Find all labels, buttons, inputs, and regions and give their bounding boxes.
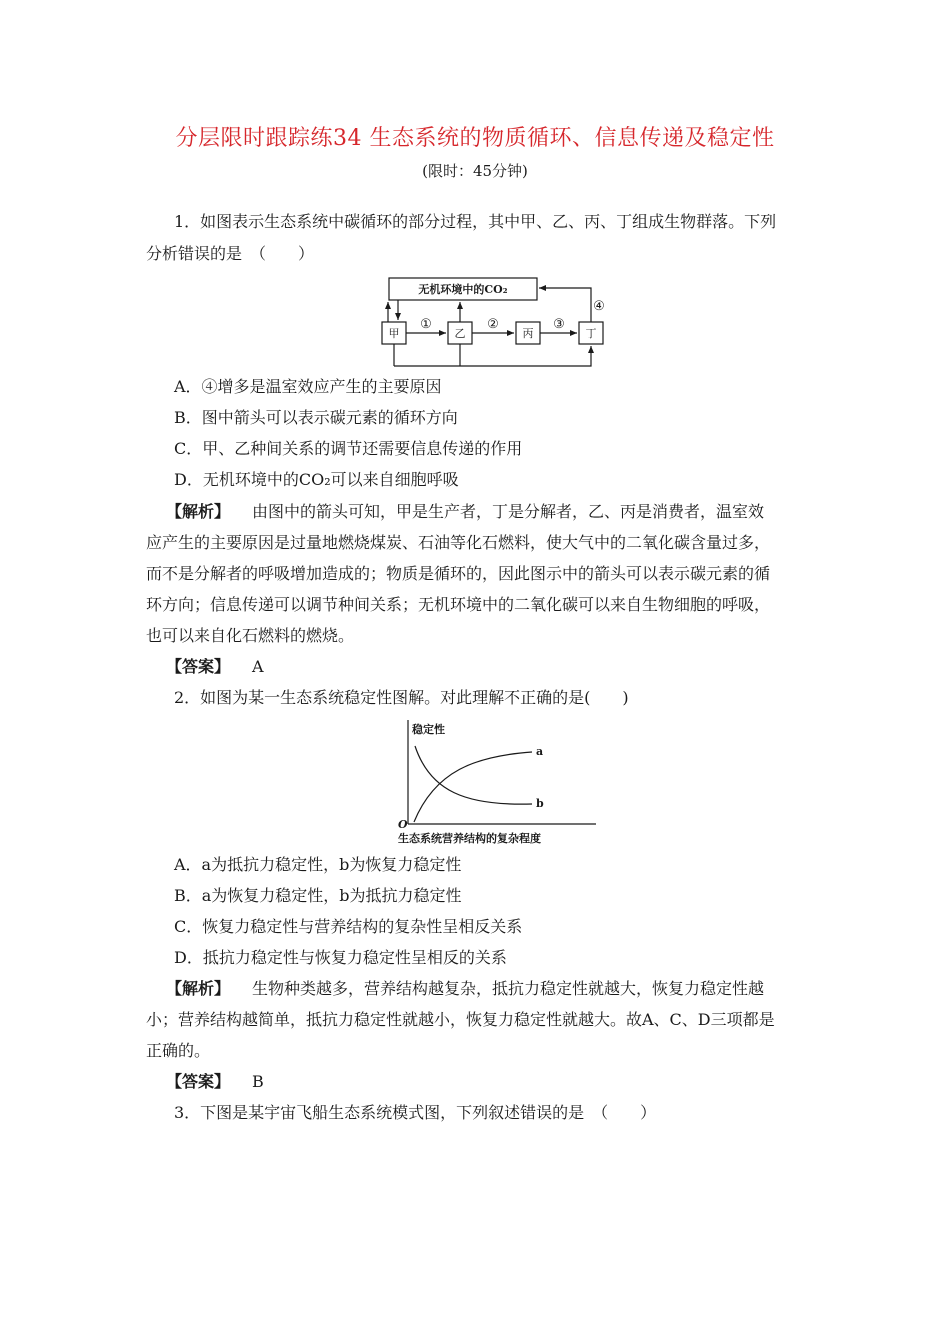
curve-a xyxy=(414,752,532,822)
q1-option-a: A．④增多是温室效应产生的主要原因 xyxy=(174,377,442,396)
q1-carbon-cycle-diagram xyxy=(378,274,610,372)
arrow-label-4: ④ xyxy=(593,299,605,314)
origin-label: O xyxy=(398,818,408,831)
q1-stem-line2: 分析错误的是 （ ） xyxy=(146,244,315,263)
q1-option-d: D．无机环境中的CO₂可以来自细胞呼吸 xyxy=(174,470,459,489)
q2-analysis-line3: 正确的。 xyxy=(146,1041,211,1060)
q2-option-d: D．抵抗力稳定性与恢复力稳定性呈相反的关系 xyxy=(174,948,507,967)
q1-answer xyxy=(166,657,264,677)
q2-stability-graph xyxy=(390,716,600,850)
y-axis-label: 稳定性 xyxy=(412,723,445,736)
q2-option-a: A．a为抵抗力稳定性，b为恢复力稳定性 xyxy=(174,855,462,874)
q2-option-c: C．恢复力稳定性与营养结构的复杂性呈相反关系 xyxy=(174,917,523,936)
co2-label: 无机环境中的CO₂ xyxy=(418,283,508,296)
node-bing: 丙 xyxy=(522,327,534,340)
q1-option-c: C．甲、乙种间关系的调节还需要信息传递的作用 xyxy=(174,439,523,458)
q1-analysis-line5: 也可以来自化石燃料的燃烧。 xyxy=(146,626,355,645)
q2-answer-value: B xyxy=(252,1072,264,1091)
q1-analysis-line4: 环方向；信息传递可以调节种间关系；无机环境中的二氧化碳可以来自生物细胞的呼吸， xyxy=(146,595,771,614)
q1-analysis-line2: 应产生的主要原因是过量地燃烧煤炭、石油等化石燃料，使大气中的二氧化碳含量过多， xyxy=(146,533,771,552)
curve-b xyxy=(415,746,532,804)
q1-answer-value: A xyxy=(252,657,264,676)
node-jia: 甲 xyxy=(388,327,400,340)
time-limit: (限时：45分钟) xyxy=(422,162,528,180)
q3-stem: 3．下图是某宇宙飞船生态系统模式图，下列叙述错误的是 （ ） xyxy=(174,1103,657,1122)
q2-analysis-tag: 【解析】 xyxy=(166,979,231,998)
q1-analysis-tag: 【解析】 xyxy=(166,502,231,521)
page-title: 分层限时跟踪练34 生态系统的物质循环、信息传递及稳定性 xyxy=(175,126,775,151)
arrow-label-3: ③ xyxy=(553,317,565,332)
arrow-label-1: ① xyxy=(420,317,432,332)
x-axis-label: 生态系统营养结构的复杂程度 xyxy=(398,832,541,845)
q1-analysis-line1: 【解析】 由图中的箭头可知，甲是生产者，丁是分解者，乙、丙是消费者，温室效 xyxy=(166,502,765,521)
q2-option-b: B．a为恢复力稳定性，b为抵抗力稳定性 xyxy=(174,886,462,905)
arrow-label-2: ② xyxy=(487,317,499,332)
node-yi: 乙 xyxy=(454,327,466,340)
curve-b-label: b xyxy=(536,797,544,810)
q2-analysis-line2: 小；营养结构越简单，抵抗力稳定性就越小，恢复力稳定性就越大。故A、C、D三项都是 xyxy=(146,1010,775,1029)
q1-analysis-line3: 而不是分解者的呼吸增加造成的；物质是循环的，因此图示中的箭头可以表示碳元素的循 xyxy=(146,564,771,583)
q2-analysis-line1: 【解析】 生物种类越多，营养结构越复杂，抵抗力稳定性就越大，恢复力稳定性越 xyxy=(166,979,765,998)
q2-answer-tag: 【答案】 xyxy=(166,1072,231,1091)
q1-option-b: B．图中箭头可以表示碳元素的循环方向 xyxy=(174,408,458,427)
q1-answer-tag: 【答案】 xyxy=(166,657,231,676)
q2-stem: 2．如图为某一生态系统稳定性图解。对此理解不正确的是( ) xyxy=(174,688,629,707)
q2-answer xyxy=(166,1072,264,1092)
curve-a-label: a xyxy=(536,745,544,758)
node-ding: 丁 xyxy=(585,327,597,340)
q1-stem-line1: 1．如图表示生态系统中碳循环的部分过程，其中甲、乙、丙、丁组成生物群落。下列 xyxy=(174,212,777,231)
